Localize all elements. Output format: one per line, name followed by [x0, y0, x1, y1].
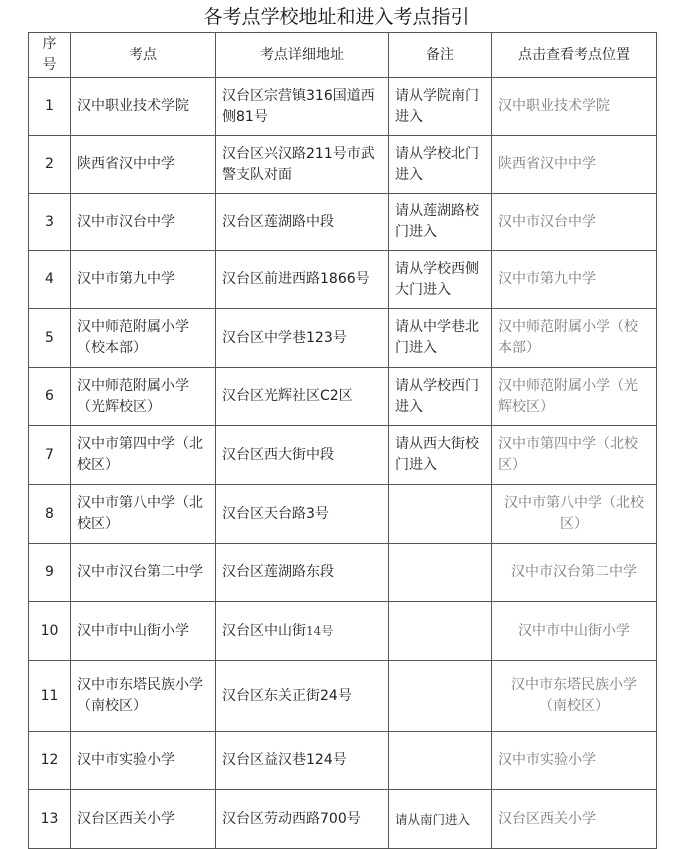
location-link[interactable]: 陕西省汉中中学: [492, 136, 657, 194]
site-name: 汉台区西关小学: [71, 790, 216, 849]
table-row: [29, 194, 657, 251]
entry-note: [389, 732, 492, 790]
row-number: 12: [29, 732, 71, 790]
location-link[interactable]: 汉中市东塔民族小学（南校区）: [492, 661, 657, 732]
location-link[interactable]: 汉中市实验小学: [492, 732, 657, 790]
site-address: 汉台区前进西路1866号: [216, 251, 389, 309]
location-link[interactable]: 汉中市中山街小学: [492, 602, 657, 661]
site-address: 汉台区莲湖路东段: [216, 544, 389, 602]
header-location: 点击查看考点位置: [492, 33, 657, 78]
table-row: [29, 790, 657, 849]
site-name: 汉中市第四中学（北校区）: [71, 426, 216, 485]
table-row: [29, 732, 657, 790]
entry-note: 请从学校西侧大门进入: [389, 251, 492, 309]
location-link[interactable]: 汉中职业技术学院: [492, 78, 657, 136]
entry-note: 请从学校北门进入: [389, 136, 492, 194]
entry-note: 请从学校西门进入: [389, 368, 492, 426]
table-row: [29, 136, 657, 194]
site-address: 汉台区兴汉路211号市武警支队对面: [216, 136, 389, 194]
site-address: 汉台区益汉巷124号: [216, 732, 389, 790]
table-row: [29, 485, 657, 544]
entry-note: [389, 544, 492, 602]
location-link[interactable]: 汉中市第八中学（北校区）: [492, 485, 657, 544]
site-address: 汉台区天台路3号: [216, 485, 389, 544]
location-link[interactable]: 汉中师范附属小学（校本部）: [492, 309, 657, 368]
site-name: 汉中市第九中学: [71, 251, 216, 309]
entry-note: 请从南门进入: [389, 790, 492, 849]
location-link[interactable]: 汉中市汉台中学: [492, 194, 657, 251]
header-no: 序号: [29, 33, 71, 78]
location-link[interactable]: 汉中师范附属小学（光辉校区）: [492, 368, 657, 426]
row-number: 7: [29, 426, 71, 485]
table-row: [29, 661, 657, 732]
entry-note: 请从学院南门进入: [389, 78, 492, 136]
table-row: [29, 251, 657, 309]
site-address: 汉台区西大街中段: [216, 426, 389, 485]
entry-note: [389, 602, 492, 661]
table-row: [29, 368, 657, 426]
site-name: 汉中市第八中学（北校区）: [71, 485, 216, 544]
entry-note: [389, 661, 492, 732]
entry-note: 请从莲湖路校门进入: [389, 194, 492, 251]
table-row: [29, 602, 657, 661]
location-link[interactable]: 汉中市第九中学: [492, 251, 657, 309]
header-site: 考点: [71, 33, 216, 78]
site-address: 汉台区莲湖路中段: [216, 194, 389, 251]
table-row: [29, 544, 657, 602]
location-link[interactable]: 汉中市汉台第二中学: [492, 544, 657, 602]
site-address: 汉台区光辉社区C2区: [216, 368, 389, 426]
site-address: [216, 602, 389, 661]
site-name: 汉中市汉台第二中学: [71, 544, 216, 602]
table-row: [29, 426, 657, 485]
row-number: 10: [29, 602, 71, 661]
address-text: 汉台区中山街: [222, 622, 306, 639]
address-number: 14号: [306, 623, 334, 638]
row-number: 1: [29, 78, 71, 136]
site-name: 汉中师范附属小学（光辉校区）: [71, 368, 216, 426]
header-address: 考点详细地址: [216, 33, 389, 78]
row-number: 3: [29, 194, 71, 251]
row-number: 6: [29, 368, 71, 426]
entry-note: 请从西大街校门进入: [389, 426, 492, 485]
entry-note: [389, 485, 492, 544]
table-row: [29, 78, 657, 136]
site-name: 汉中职业技术学院: [71, 78, 216, 136]
row-number: 2: [29, 136, 71, 194]
site-address: 汉台区东关正街24号: [216, 661, 389, 732]
row-number: 4: [29, 251, 71, 309]
header-note: 备注: [389, 33, 492, 78]
site-address: 汉台区宗营镇316国道西侧81号: [216, 78, 389, 136]
entry-note: 请从中学巷北门进入: [389, 309, 492, 368]
location-link[interactable]: 汉台区西关小学: [492, 790, 657, 849]
exam-site-table: [28, 32, 657, 849]
row-number: 9: [29, 544, 71, 602]
table-row: [29, 309, 657, 368]
site-name: 汉中市东塔民族小学（南校区）: [71, 661, 216, 732]
row-number: 8: [29, 485, 71, 544]
row-number: 13: [29, 790, 71, 849]
site-address: 汉台区劳动西路700号: [216, 790, 389, 849]
row-number: 11: [29, 661, 71, 732]
site-address: 汉台区中学巷123号: [216, 309, 389, 368]
site-name: 陕西省汉中中学: [71, 136, 216, 194]
page-title: 各考点学校地址和进入考点指引: [203, 6, 470, 28]
site-name: 汉中师范附属小学（校本部）: [71, 309, 216, 368]
site-name: 汉中市实验小学: [71, 732, 216, 790]
site-name: 汉中市中山街小学: [71, 602, 216, 661]
table-header-row: [29, 33, 657, 78]
site-name: 汉中市汉台中学: [71, 194, 216, 251]
row-number: 5: [29, 309, 71, 368]
location-link[interactable]: 汉中市第四中学（北校区）: [492, 426, 657, 485]
